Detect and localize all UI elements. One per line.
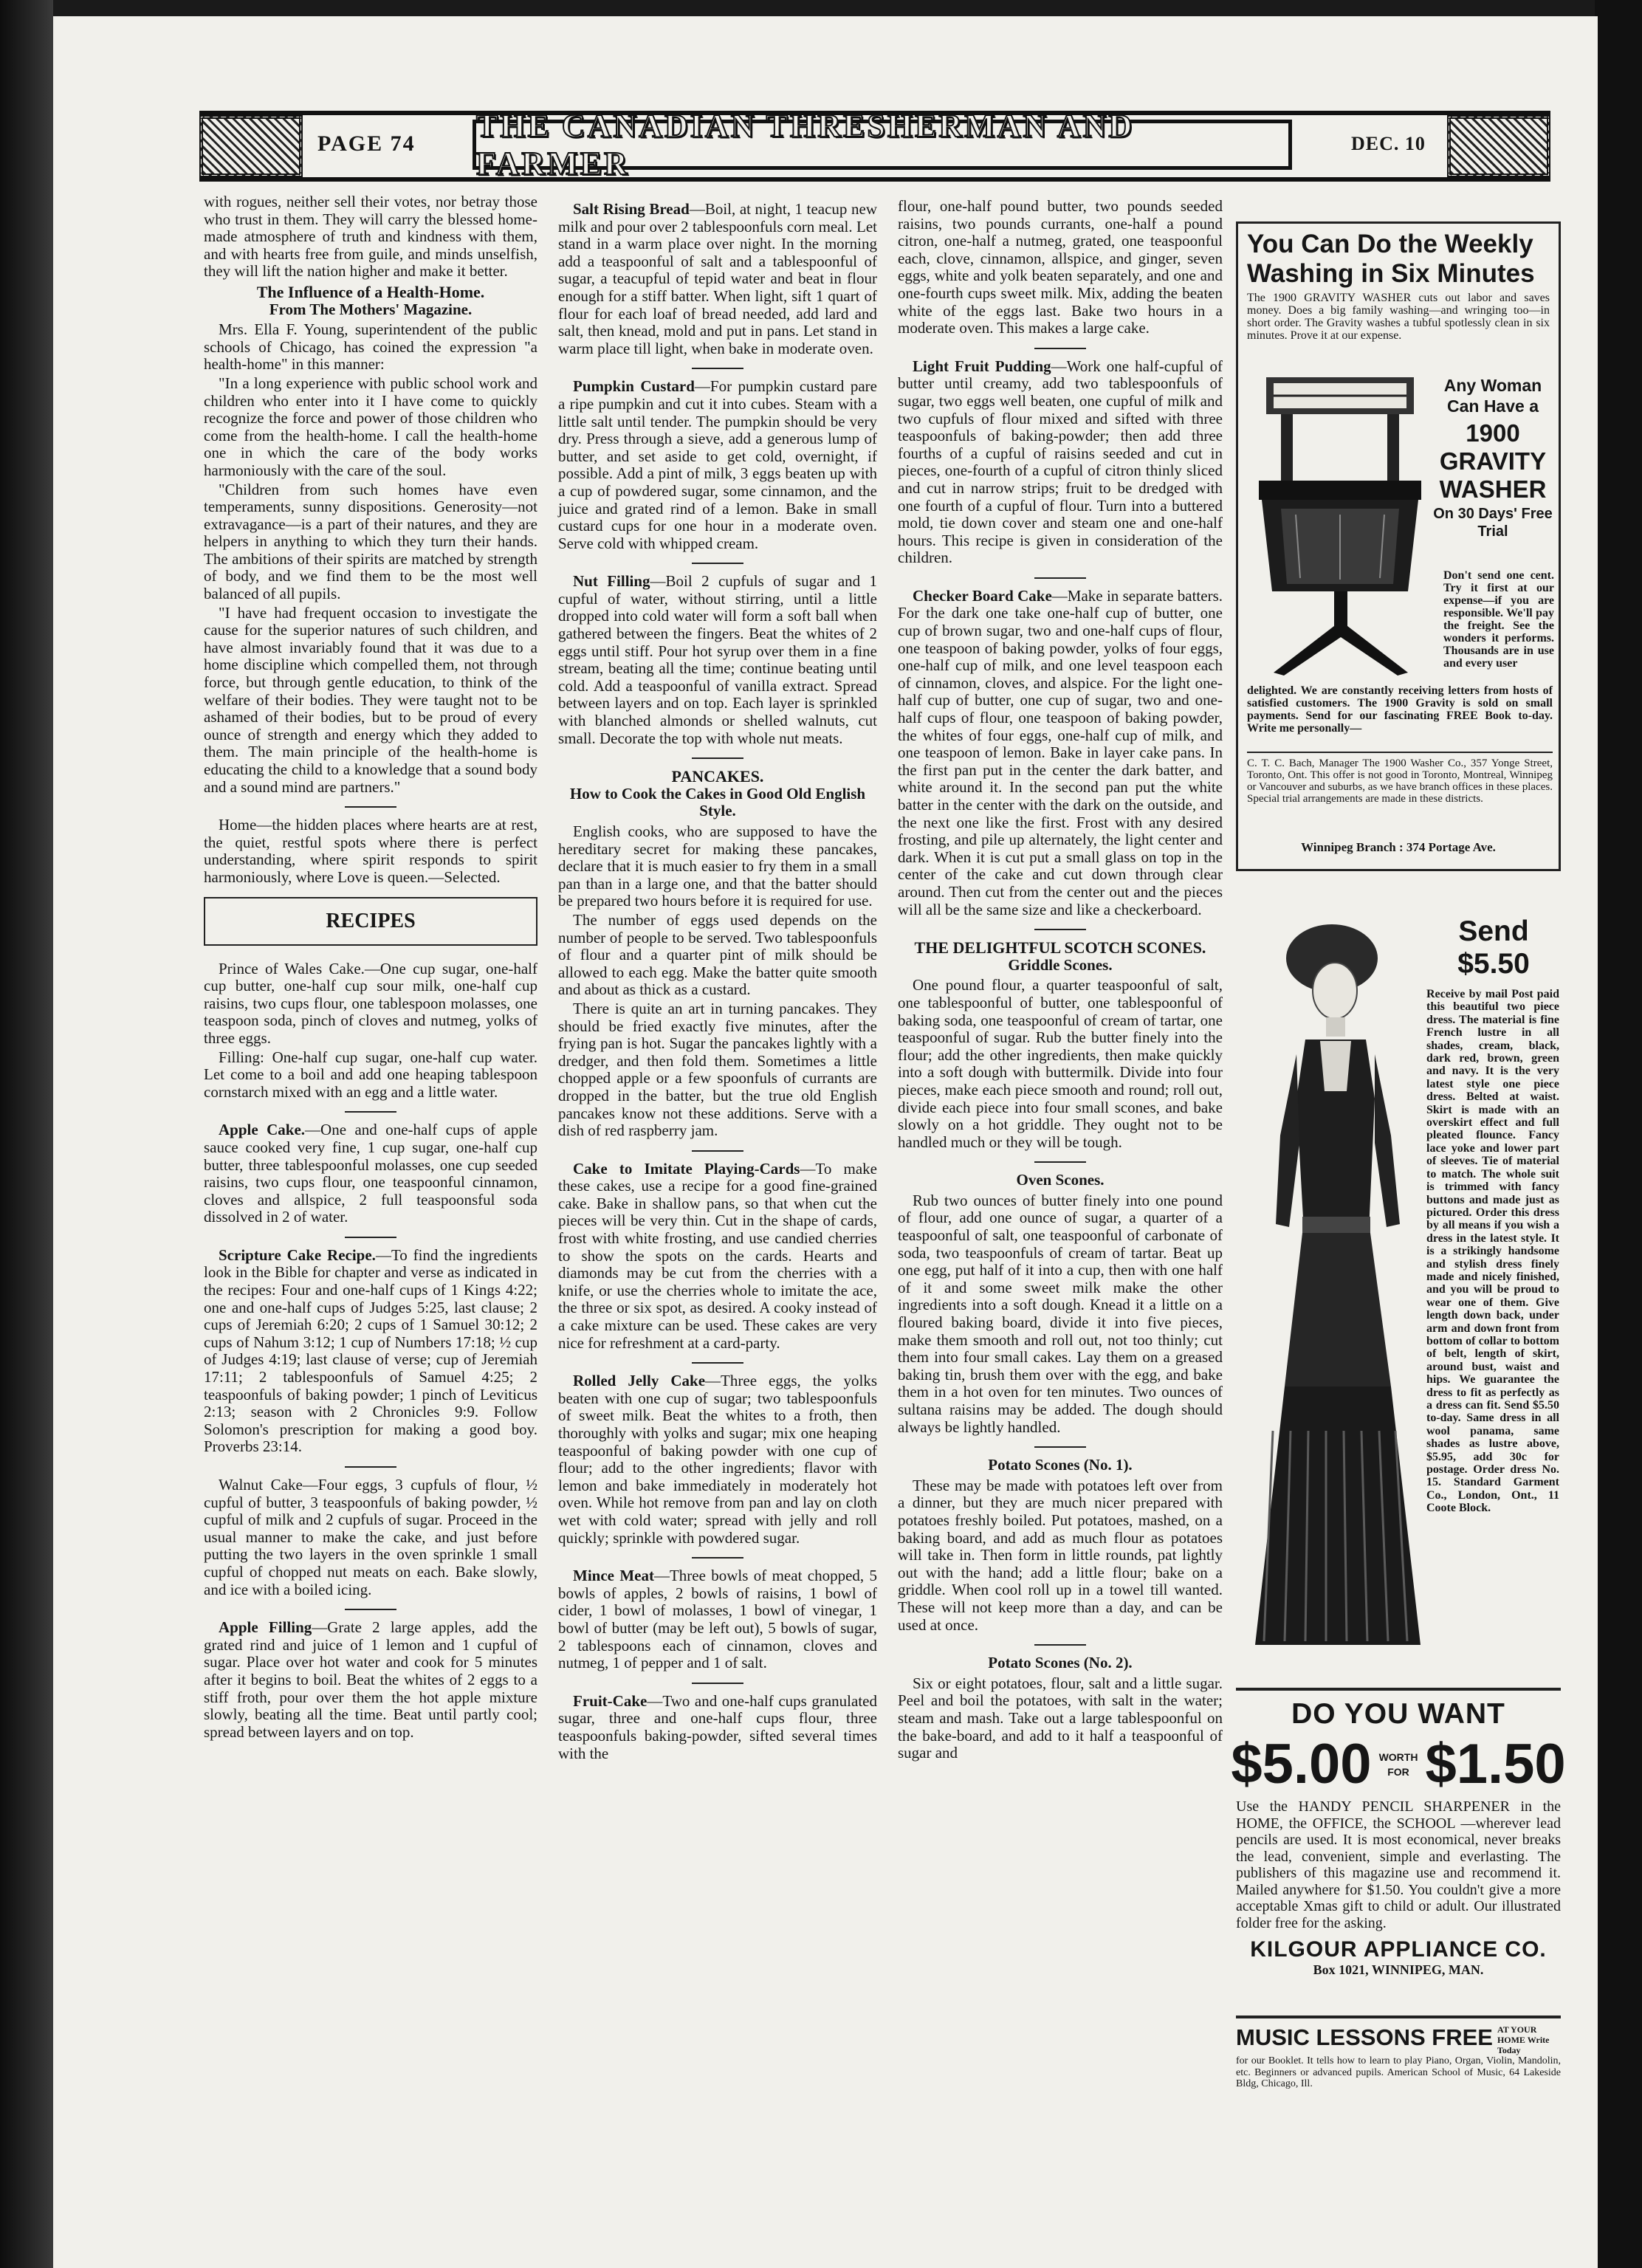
- recipe-text: flour, one-half pound butter, two pounds seeded raisins, two pounds currants, one-half a pound citron, one-half a nutmeg, grated, one teaspoonful each, clove, cinnamon, allspice, and ginger, seven eggs, white and yolk beaten separately, and one and one-fourth cups sweet milk. Mix, adding the beaten white of the eggs last. Bake two hours in a moderate oven. This makes a large cake.: [898, 197, 1223, 337]
- recipe-text: —For pumpkin custard pare a ripe pumpkin and cut it into cubes. Steam with a little salt until tender. The pumpkin should be very dry. Press through a sieve, add a generous lump of butter, and set aside to get cold, overnight, if possible. Add a pint of milk, 3 eggs beaten up with a cup of powdered sugar, some cinnamon, and the juice and grated rind of a lemon. Bake in small custard cups for one hour in a moderate oven. Serve cold with whipped cream.: [558, 377, 877, 552]
- recipe: [898, 358, 1223, 567]
- article-subtitle: Potato Scones (No. 2).: [988, 1654, 1133, 1672]
- separator: [692, 1362, 743, 1364]
- price-comparison: [1231, 1733, 1566, 1796]
- separator: [692, 368, 743, 369]
- ad-text: The 1900 GRAVITY WASHER cuts out labor and saves money. Does a big family washing—and wringing too—in short order. The Gravity washes a tubful spotlessly clean in six minutes. Prove it at our expense.: [1247, 292, 1550, 342]
- recipe: [558, 378, 877, 552]
- recipe-text: —Make in separate batters. For the dark one take one-half cup of butter, one cup of brown sugar, two and one-half cups of flour, one teaspoon of baking powder, yolks of four eggs, one-half cup of milk, and one level teaspoon each of cinnamon, cloves, and alspice. For the light one-half cup of butter, one cup of sugar, two and one-half cups of flour, one teaspoon of baking powder, the whites of four eggs, one-half cup of milk, and one teaspoon of lemon. Bake in layer cake pans. In the first pan put in the center the dark batter, and white around it. In the second pan put the white batter in the center with the dark on the outside, and the next one like the first. Frost with any desired frosting, and pile up alternately, the light center and dark. When it is cut put a small glass on top in the center of the cake and cut down through clear around. Then cut from the center out and the pieces will all be the same size and like a checkerboard.: [898, 586, 1223, 918]
- thresher-ornament-right: [1447, 115, 1550, 177]
- recipe-title: Nut Filling: [573, 572, 650, 591]
- column-1: [204, 193, 537, 1742]
- recipe-text: —Three eggs, the yolks beaten with one cup of sugar; two tablespoonfuls of sweet milk. Beat the whites to a froth, then thoroughly with yolks and sugar; mix one heaping teaspoonful of baking powder with one cup of flour; add to the other ingredients; flavor with lemon and bake immediately in moderately hot oven. While hot remove from pan and lay on cloth wet with cold water; spread with jelly and roll quickly; sprinkle with powdered sugar.: [558, 1372, 877, 1547]
- article-text: English cooks, who are supposed to have the hereditary secret for making these pancakes, declare that it is much easier to fry them in a small pan than in a large one, and that the batter should be prepared two hours before it is required for use.: [558, 822, 877, 910]
- separator: [692, 1683, 743, 1684]
- recipe-title: Cake to Imitate Playing-Cards: [573, 1159, 800, 1178]
- separator: [692, 757, 743, 759]
- recipe-title: Scripture Cake Recipe.: [219, 1245, 376, 1264]
- ad-text: Receive by mail Post paid this beautiful two piece dress. The material is fine French lustre in all shades, cream, black, dark red, brown, green and navy. It is the very latest style one piece dress. Belted at waist. Skirt is made with an overskirt effect and full pleated flounce. Fancy lace yoke and lower part of sleeves. Tie of material to match. The whole suit is trimmed with fancy buttons and made just as pictured. Order this dress by all means if you wish a dress in the latest style. It is a strikingly handsome and stylish dress finely made and nicely finished, and you will be proud to wear one of them. Give length down back, under arm and down front from bottom of collar to bottom of belt, length of skirt, around bust, waist and hips. We guarantee the dress to fit as perfectly as a dress can fit. Send $5.50 to-day. Same dress in all wool panama, same shades as lustre above, $5.95, add 30c for postage. Order dress No. 15. Standard Garment Co., London, Ont., 11 Coote Block.: [1426, 988, 1559, 1515]
- recipe-text: —Three bowls of meat chopped, 5 bowls of apples, 2 bowls of raisins, 1 bowl of cider, 1 bowl of molasses, 1 bowl of vinegar, 1 bowl of butter (may be left out), 5 bowls of sugar, 2 tablespoons each of cinnamon, cloves and nutmeg, 1 of pepper and 1 of salt.: [558, 1567, 877, 1672]
- separator: [1034, 348, 1086, 349]
- recipe: [204, 1247, 537, 1456]
- sale-price: $1.50: [1425, 1733, 1566, 1796]
- recipe-text: —Two and one-half cups granulated sugar, three and one-half cups flour, three teaspoonfuls baking-powder, sifted several times with the: [558, 1691, 877, 1762]
- scan-shadow-left: [0, 0, 53, 2268]
- separator: [692, 1557, 743, 1559]
- worth-price: $5.00: [1231, 1733, 1372, 1796]
- ad-text: delighted. We are constantly receiving letters from hosts of satisfied customers. The 1900 Gravity is sold on small payments. Send for our fascinating FREE Book to-day. Write me personally—: [1247, 684, 1553, 735]
- masthead-title: THE CANADIAN THRESHERMAN AND FARMER: [476, 108, 1135, 182]
- recipe-text: One pound flour, a quarter teaspoonful of salt, one tablespoonful of butter, one tablespoonful of baking soda, one teaspoonful of cream of tartar, one teaspoonful of sugar. Rub the butter finely into the flour; add the other ingredients, then make quickly into a soft dough with buttermilk. Divide into four pieces, make each piece smooth and round; roll out, divide each piece into four small scones, and bake slowly on a hot griddle. They ought not to be handled much or they will be tough.: [898, 976, 1223, 1151]
- article-subtitle: How to Cook the Cakes in Good Old English Style.: [569, 784, 866, 820]
- recipe-title: Light Fruit Pudding: [913, 357, 1051, 375]
- recipe: [558, 1161, 877, 1353]
- issue-date: DEC. 10: [1351, 133, 1426, 154]
- recipe-title: Fruit-Cake: [573, 1691, 647, 1710]
- recipe-text: These may be made with potatoes left over from a dinner, but they are much nicer prepared with potatoes freshly boiled. Put potatoes, mashed, on a baking board, and add as much flour as potatoes will take in. Then form in little rounds, pat lightly out with the hand; add a little flour; bake on a griddle. When cool roll up in a towel till wanted. These will not keep more than a day, and can be used at once.: [898, 1476, 1223, 1634]
- separator: [345, 1609, 396, 1610]
- recipe: [558, 1567, 877, 1672]
- recipe-text: Walnut Cake—Four eggs, 3 cupfuls of flour, ½ cupful of butter, 3 teaspoonfuls of baking powder, ½ cupful of milk and 2 cupfuls of sugar. Proceed in the usual manner to make the cake, and just before putting the two layers in the oven sprinkle 1 small cupful of chopped nut meats on each. Bake slowly, and ice with a boiled icing.: [204, 1476, 537, 1598]
- separator: [1034, 577, 1086, 579]
- offer-line: On 30 Days' Free Trial: [1433, 506, 1553, 540]
- recipe-text: —Work one half-cupful of butter until creamy, add two tablespoonfuls of sugar, two eggs well beaten, one cupful of milk and two cupfuls of flour mixed and sifted with three teaspoonfuls of baking-powder; then add three fourths of a cupful of raisins seeded and cut in pieces, one-fourth of a cupful of citron thinly sliced and cut in narrow strips; fruit to be dredged with one fourth of a cupful of flour. Turn into a buttered mold, tie down cover and steam one and one-half hours. This recipe is given in consideration of the children.: [898, 357, 1223, 567]
- ad-headline: You Can Do the Weekly Washing in Six Minutes: [1247, 230, 1535, 288]
- article-subtitle: Griddle Scones.: [1008, 955, 1113, 974]
- column-3: [898, 198, 1223, 1764]
- page-number: PAGE 74: [317, 131, 416, 156]
- dress-advertisement: [1236, 899, 1561, 1674]
- music-lessons-advertisement: [1236, 2016, 1561, 2097]
- offer-line: Any Woman Can Have a: [1443, 376, 1542, 416]
- recipe: [558, 1693, 877, 1762]
- masthead-box: [473, 108, 1292, 182]
- offer-line: 1900 GRAVITY WASHER: [1439, 419, 1547, 503]
- article-text: "Children from such homes have even temperaments, sunny dispositions. Generosity—not extravagance—is a part of their natures, and they are helpers in anything to which they turn their hands. The ambitions of their spirits are matched by strength of body, and we find them to be the most well balanced of all pupils.: [204, 480, 537, 603]
- separator: [692, 1150, 743, 1152]
- ad-text: Use the HANDY PENCIL SHARPENER in the HOME, the OFFICE, the SCHOOL —wherever lead pencils are used. It is most economical, never breaks the lead, convenient, simple and everlasting. The publishers of this magazine use and recommend it. Mailed anywhere for $1.50. You couldn't give a more acceptable Xmas gift to child or adult. Our illustrated folder free for the asking.: [1236, 1798, 1561, 1931]
- recipe: [204, 1121, 537, 1226]
- article-text: Mrs. Ella F. Young, superintendent of the public schools of Chicago, has coined the expression "a health-home" in this manner:: [204, 320, 537, 374]
- article-title: THE DELIGHTFUL SCOTCH SCONES.: [914, 938, 1206, 958]
- separator: [1034, 929, 1086, 930]
- music-ad-header: [1236, 2024, 1561, 2055]
- for-label: FOR: [1387, 1766, 1409, 1778]
- company-address: Box 1021, WINNIPEG, MAN.: [1313, 1962, 1484, 1977]
- article-title: The Influence of a Health-Home.: [256, 282, 485, 301]
- worth-label: WORTH: [1378, 1751, 1418, 1763]
- recipe-text: —Boil 2 cupfuls of sugar and 1 cupful of water, without stirring, until a little dropped into cold water will form a soft ball when gathered between the fingers. Beat the whites of 2 eggs until stiff. Pour hot syrup over them in a fine stream, beating all the time; continue beating until cold. Add a teaspoonful of vanilla extract. Spread between layers and on top. Each layer is sprinkled with blanched almonds or shelled walnuts, cut small. Decorate the top with whole nut meats.: [558, 572, 877, 747]
- washer-advertisement: [1236, 221, 1561, 871]
- ad-text: Don't send one cent. Try it first at our expense—if you are responsible. We'll pay the freight. See the wonders it performs. Thousands are in use and every user: [1443, 569, 1554, 670]
- recipe-title: Salt Rising Bread: [573, 200, 690, 218]
- recipe-text: —Grate 2 large apples, add the grated rind and juice of 1 lemon and 1 cupful of sugar. Place over hot water and cook for 5 minutes after it begins to boil. Beat the whites of 2 eggs to a stiff froth, pour over them the hot apple mixture slowly, beating all the time. Beat until partly cool; spread between layers and on top.: [204, 1618, 537, 1741]
- separator: [345, 806, 396, 808]
- recipe-text: Prince of Wales Cake.—One cup sugar, one-half cup butter, one-half cup sour milk, one-half cup raisins, two cups flour, one tablespoon molasses, one teaspoon soda, pinch of cloves and nutmeg, yolks of three eggs.: [204, 959, 537, 1047]
- recipe: [558, 1372, 877, 1547]
- recipes-heading-box: [204, 897, 537, 946]
- separator: [1034, 1161, 1086, 1163]
- recipe: [204, 1619, 537, 1741]
- pencil-sharpener-advertisement: [1231, 1688, 1566, 2005]
- thresher-ornament-left: [199, 115, 303, 177]
- recipe-title: Mince Meat: [573, 1567, 654, 1585]
- recipes-heading: RECIPES: [326, 909, 416, 932]
- separator: [345, 1237, 396, 1238]
- recipe-text: Six or eight potatoes, flour, salt and a little sugar. Peel and boil the potatoes, with salt in the water; steam and mash. Take out a large tablespoonful on the bake-board, and add to it half a teaspoonful of sugar and: [898, 1674, 1223, 1762]
- recipe-title: Rolled Jelly Cake: [573, 1372, 706, 1390]
- recipe-title: Checker Board Cake: [913, 586, 1052, 605]
- article-text: "In a long experience with public school work and children who enter into it I have come to quickly recognize the force and power of those children who come from the health-home. I call the health-home one in which the care of the body works harmoniously with the care of the soul.: [204, 374, 537, 479]
- recipe-text: Rub two ounces of butter finely into one pound of flour, add one ounce of sugar, a quarter of a teaspoonful of salt, one teaspoonful of carbonate of soda, two teaspoonfuls of cream of tartar. Beat up one egg, put half of it into a cup, then with one half of it and some sweet milk make the other ingredients into a soft dough. Knead it a little on a floured baking board, divide it into five pieces, make them smooth and roll out, not too thinly; cut them into four small cakes. Lay them on a greased baking tin, brush them over with the egg, and bake them in a hot oven for ten minutes. Two ounces of sultana raisins may be added. The dough should always be lightly handled.: [898, 1191, 1223, 1436]
- article-text: with rogues, neither sell their votes, nor betray those who trust in them. They will carry the blessed home-made atmosphere of truth and kindness with them, and with hearts free from guile, and minds unselfish, they will lift the nation higher and make it better.: [204, 193, 537, 281]
- recipe-text: —One and one-half cups of apple sauce cooked very fine, 1 cup sugar, one-half cup butter, three tablespoonful molasses, one cup seeded raisins, two cups flour, one teaspoonful cinnamon, cloves and allspice, 2 full teaspoonsful soda dissolved in 2 of water.: [204, 1121, 537, 1226]
- separator: [1034, 1446, 1086, 1448]
- article-text: The number of eggs used depends on the number of people to be served. Two tablespoonfuls of flour and a quarter pint of milk should be allowed to each egg. Make the batter quite smooth and about as thick as a custard.: [558, 910, 877, 999]
- separator: [692, 563, 743, 564]
- free-trial-offer: [1430, 375, 1556, 540]
- ad-headline: DO YOU WANT: [1291, 1698, 1505, 1730]
- recipe-text: Filling: One-half cup sugar, one-half cup water. Let come to a boil and add one heaping tablespoon cornstarch mixed with an egg and a little water.: [204, 1048, 537, 1101]
- recipe-title: Pumpkin Custard: [573, 377, 695, 396]
- recipe-text: —To find the ingredients look in the Bible for chapter and verse as indicated in the recipes: Four and one-half cups of 1 Kings 4:22; one and one-half cups of Judges 5:25, last clause; 2 cups of Jeremiah 6:20; 2 cups of 1 Samuel 30:12; 2 cups of Nahum 3:12; 1 cup of Numbers 17:18; ½ cup of Judges 4:19; last clause of verse; cup of Jeremiah 17:11; 2 tablespoonfuls of Samuel 4:25; 2 teaspoonfuls of baking powder; 1 pinch of Leviticus 2:13; season with 2 Chronicles 9:9. Follow Solomon's prescription for making a good boy. Proverbs 23:14.: [204, 1245, 538, 1456]
- article-subtitle: Potato Scones (No. 1).: [988, 1456, 1133, 1474]
- separator: [1034, 1644, 1086, 1646]
- separator: [345, 1111, 396, 1113]
- ad-headline: Send $5.50: [1457, 915, 1530, 980]
- recipe: [898, 588, 1223, 918]
- company-name: KILGOUR APPLIANCE CO.: [1250, 1937, 1547, 1962]
- recipe: [558, 201, 877, 357]
- page-header: [199, 108, 1550, 182]
- ad-address: C. T. C. Bach, Manager The 1900 Washer Co., 357 Yonge Street, Toronto, Ont. This offer is not good in Toronto, Montreal, Winnipeg or Vancouver and suburbs, as we have branch offices in these places. Special trial arrangements are made in these districts.: [1247, 752, 1553, 805]
- article-subtitle: Oven Scones.: [1016, 1171, 1105, 1189]
- ad-text: for our Booklet. It tells how to learn to play Piano, Organ, Violin, Mandolin, etc. Beginners or advanced pupils. American School of Music, 64 Lakeside Bldg, Chicago, Ill.: [1236, 2055, 1561, 2089]
- scan-shadow-right: [1595, 0, 1642, 2268]
- recipe-title: Apple Filling: [219, 1618, 312, 1637]
- recipe-text: —To make these cakes, use a recipe for a good fine-grained cake. Bake in shallow pans, so that when cut the pieces will be very thin. Cut in the shape of cards, frost with white frosting, and use candied cherries to show the spots on the cards. Hearts and diamonds may be cut from the cherries with a knife, or use the cherries whole to imitate the ace, the three or six spot, as desired. A cooky instead of a cake mixture can be used. These cakes are very nice for refreshment at a card-party.: [558, 1159, 877, 1352]
- woman-in-dress-illustration: [1243, 914, 1428, 1652]
- washing-machine-illustration: [1251, 370, 1429, 680]
- recipe: [558, 573, 877, 747]
- separator: [345, 1466, 396, 1468]
- worth-for-label: [1379, 1750, 1418, 1779]
- ad-tagline: AT YOUR HOME Write Today: [1497, 2024, 1550, 2055]
- article-text: "I have had frequent occasion to investigate the cause for the superior natures of such children, and have almost invariably found that it was due to a home discipline which compelled them, not through force, but through gentle education, to think of the welfare of their bodies. They were taught not to be ashamed of their bodies, but to be proud of every ounce of strength and energy which they added to them. The main principle of the health-home is educating the child to a knowledge that a sound body and a sound mind are partners.": [204, 603, 537, 796]
- article-subtitle: From The Mothers' Magazine.: [269, 300, 473, 318]
- recipe-text: —Boil, at night, 1 teacup new milk and pour over 2 tablespoonfuls corn meal. Let stand in a warm place over night. In the morning add a teaspoonful of salt and a tablespoonful of sugar, a teacupful of tepid water and beat in flour enough for a stiff batter. When light, sift 1 quart of flour for each loaf of bread needed, add lard and salt, then knead, mold and put in pans. Let stand in warm place till light, when bake in moderate oven.: [558, 200, 877, 357]
- article-text: There is quite an art in turning pancakes. They should be fried exactly five minutes, after the frying pan is hot. Sugar the pancakes lightly with a dredger, and then fold them. Sometimes a little chopped apple or a few spoonfuls of currants are dropped in the batter, but the true old English pancakes know not these additions. Serve with a dish of red raspberry jam.: [558, 999, 877, 1140]
- ad-branch: Winnipeg Branch : 374 Portage Ave.: [1301, 840, 1496, 854]
- ad-headline: MUSIC LESSONS FREE: [1236, 2024, 1493, 2050]
- recipe-title: Apple Cake.: [219, 1121, 306, 1139]
- article-title: PANCAKES.: [671, 767, 764, 786]
- column-2: [558, 201, 877, 1764]
- article-text: Home—the hidden places where hearts are at rest, the quiet, restful spots where there is perfect understanding, where spirit responds to spirit harmoniously, where Love is queen.—Selected.: [204, 816, 537, 886]
